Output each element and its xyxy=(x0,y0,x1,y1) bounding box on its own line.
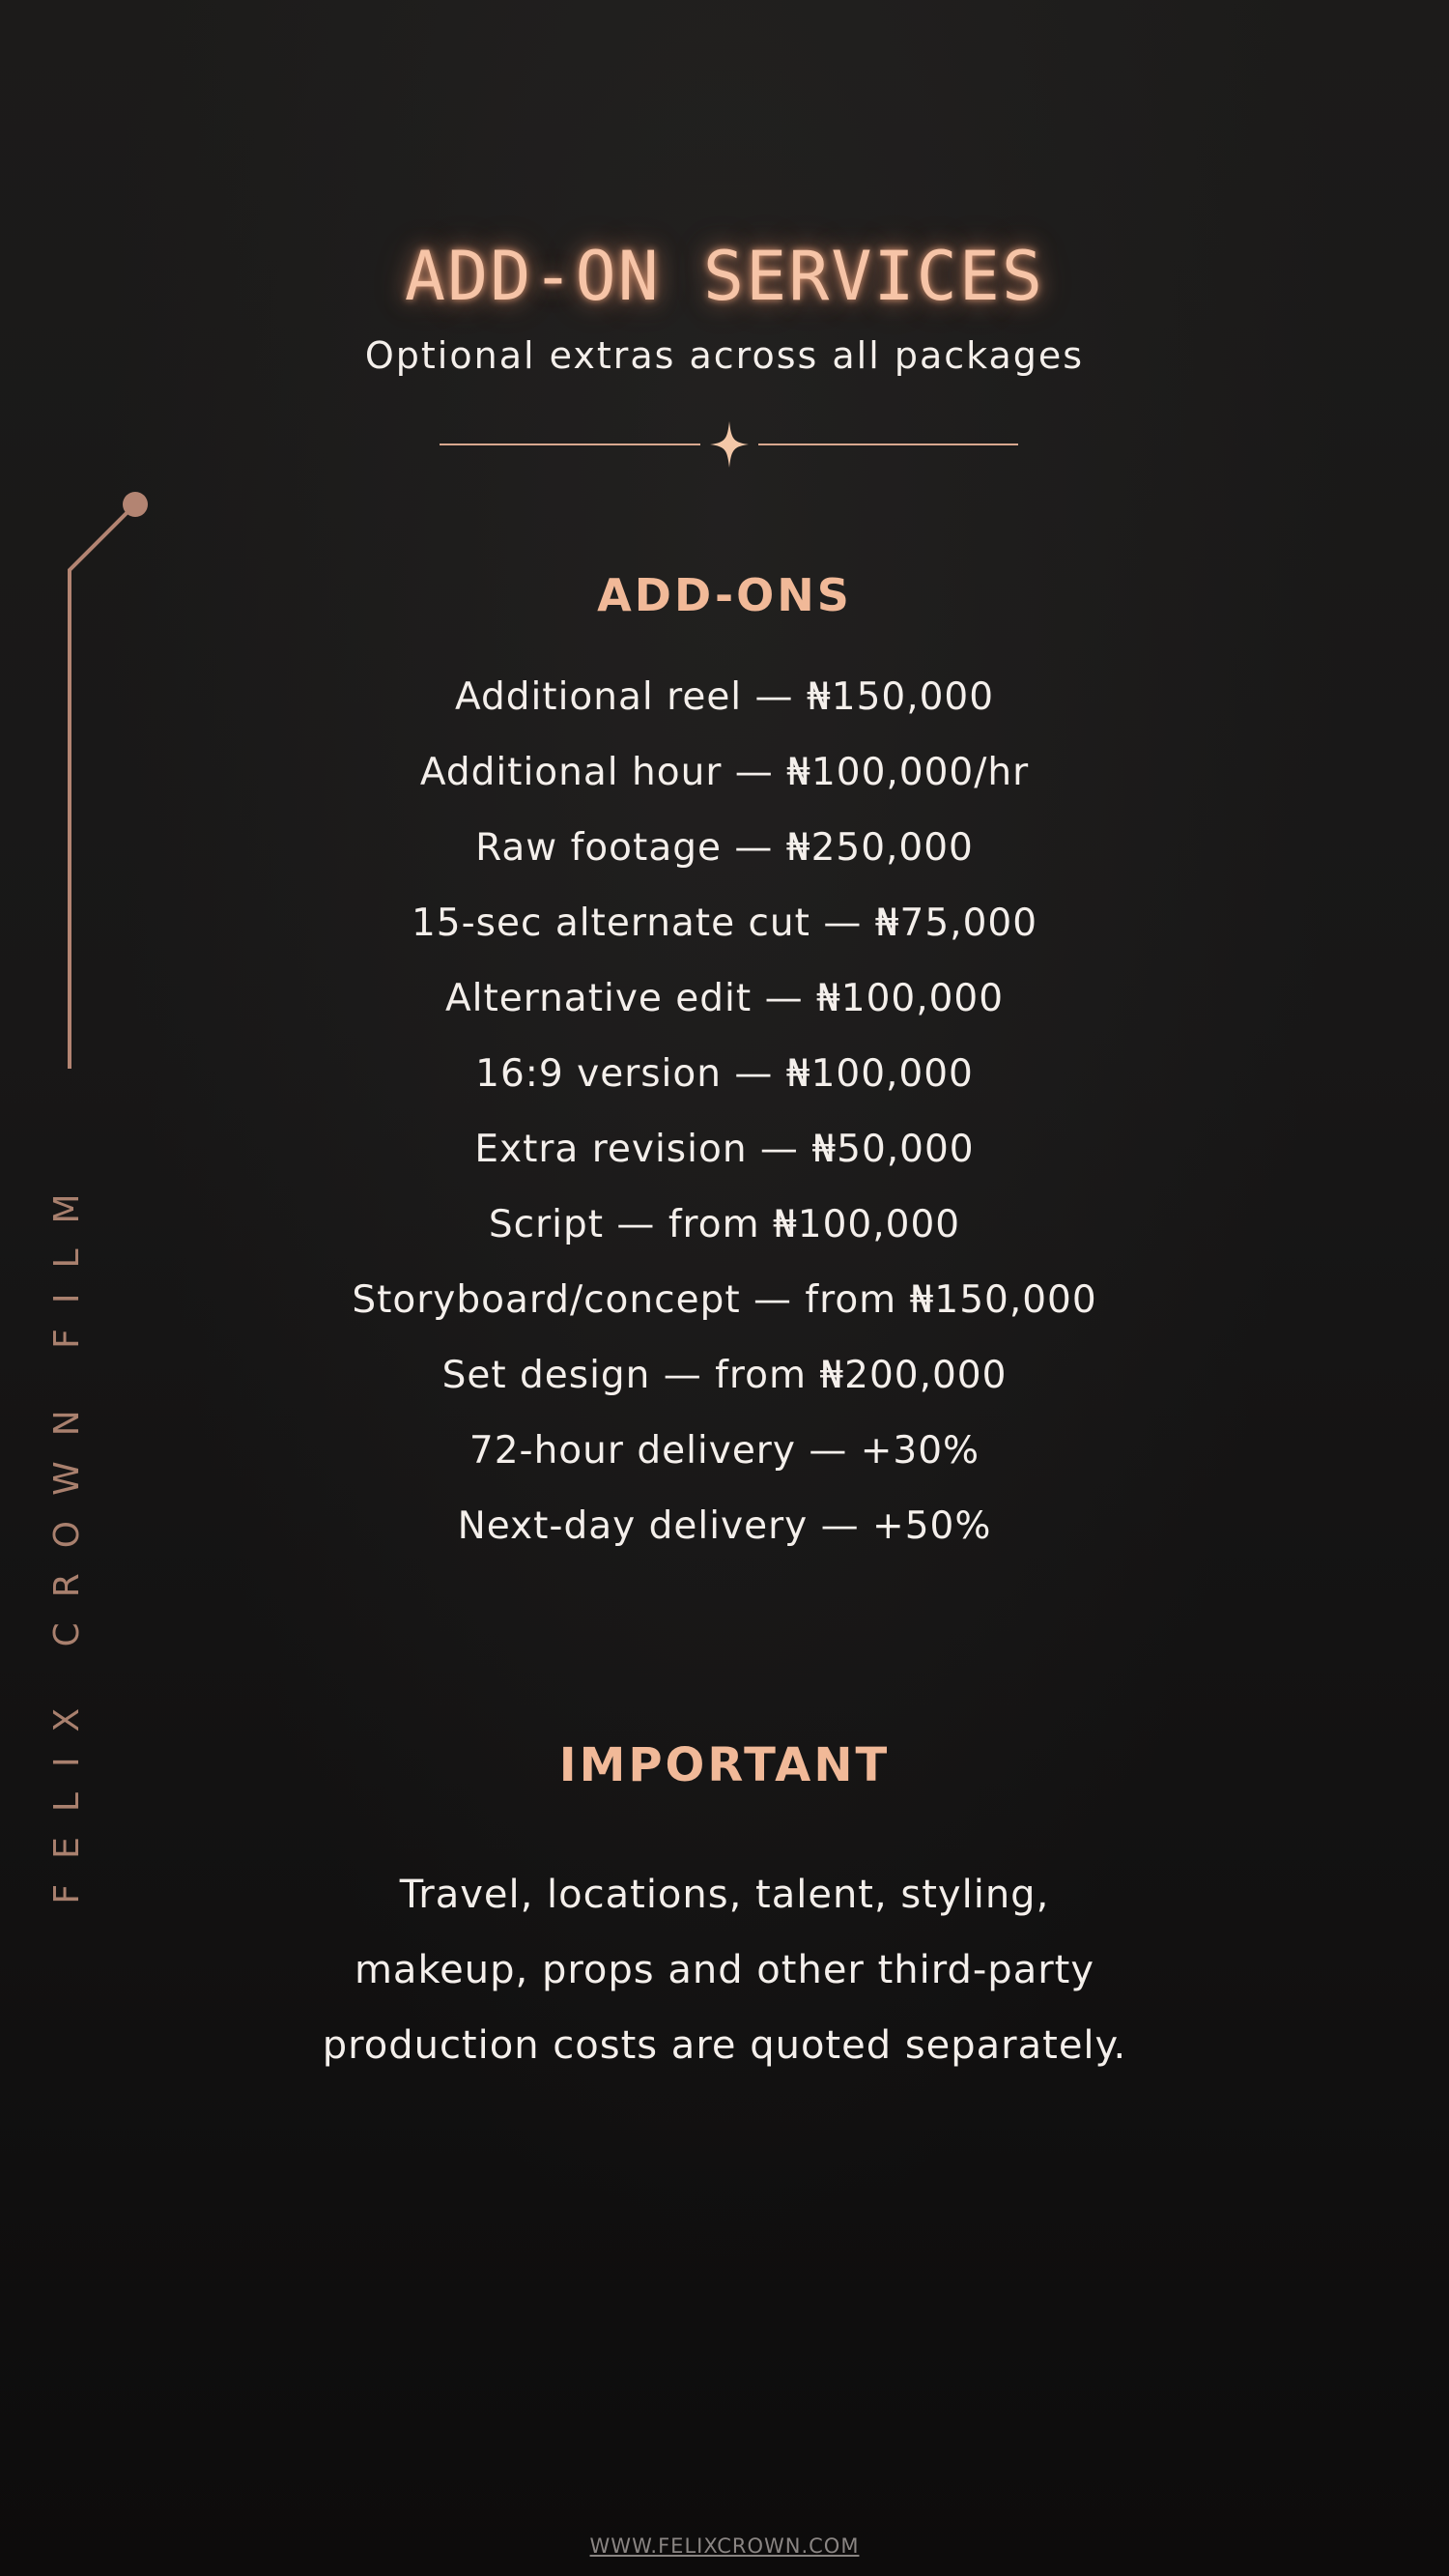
addon-item: Alternative edit — ₦100,000 xyxy=(444,977,1005,1020)
addons-heading: ADD-ONS xyxy=(597,569,852,621)
addon-list xyxy=(0,667,1449,1571)
addon-item: Extra revision — ₦50,000 xyxy=(474,1128,975,1171)
addon-item: Next-day delivery — +50% xyxy=(457,1504,992,1548)
addon-item: Set design — from ₦200,000 xyxy=(441,1354,1008,1397)
note-line: production costs are quoted separately. xyxy=(322,2023,1127,2068)
four-point-star-icon xyxy=(710,421,749,468)
important-note xyxy=(0,1857,1449,2083)
addon-item: Storyboard/concept — from ₦150,000 xyxy=(352,1278,1097,1322)
note-line: makeup, props and other third-party xyxy=(354,1948,1095,1992)
addon-item: 16:9 version — ₦100,000 xyxy=(475,1052,974,1096)
page-subtitle: Optional extras across all packages xyxy=(364,334,1085,377)
side-accent-dot xyxy=(123,492,148,517)
side-brand-text: FELIX CROWN FILM xyxy=(47,1168,87,1904)
page-title: ADD-ON SERVICES xyxy=(404,237,1045,316)
website-link[interactable]: WWW.FELIXCROWN.COM xyxy=(589,2534,860,2558)
title-divider xyxy=(435,415,1020,473)
note-line: Travel, locations, talent, styling, xyxy=(399,1873,1050,1917)
addon-item: Raw footage — ₦250,000 xyxy=(475,826,974,870)
addon-item: Additional reel — ₦150,000 xyxy=(454,675,995,719)
important-heading: IMPORTANT xyxy=(558,1738,891,1792)
addon-item: 15-sec alternate cut — ₦75,000 xyxy=(411,902,1038,945)
addon-item: Additional hour — ₦100,000/hr xyxy=(419,751,1030,794)
addon-item: Script — from ₦100,000 xyxy=(488,1203,961,1246)
addon-item: 72-hour delivery — +30% xyxy=(469,1429,980,1473)
